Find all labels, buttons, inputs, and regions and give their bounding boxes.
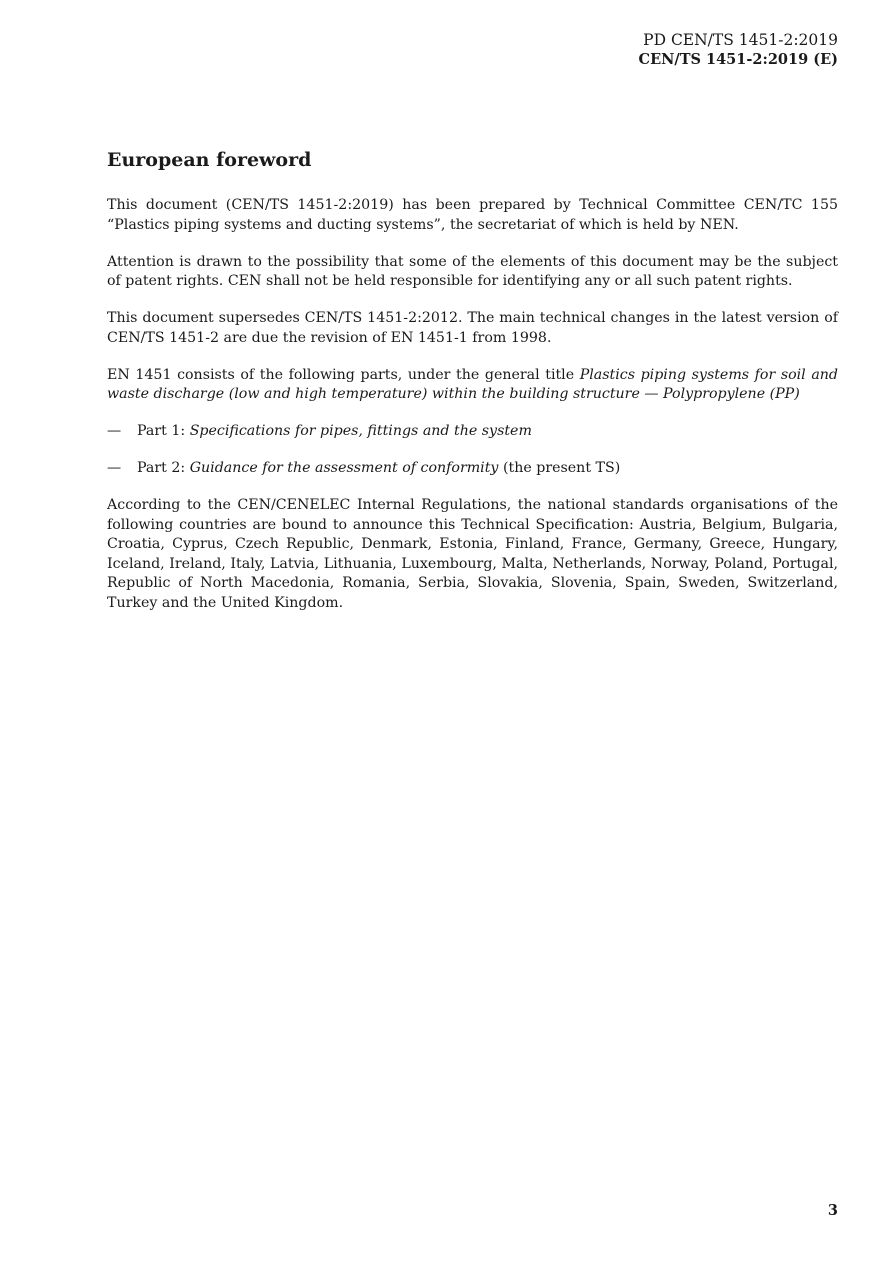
part-label: Part 2: xyxy=(137,460,190,476)
page-header xyxy=(639,30,838,70)
general-title: Plastics piping systems for soil and waste discharge (low and high temperature) within the building structure — Polypropylene (PP) xyxy=(107,366,838,402)
list-item-part-1 xyxy=(107,422,838,442)
header-standard-id-english: CEN/TS 1451-2:2019 (E) xyxy=(638,51,838,68)
parts-intro-text: EN 1451 consists of the following parts, under the general title xyxy=(107,366,580,383)
paragraph-patent-rights: Attention is drawn to the possibility that some of the elements of this document may be the subject of patent rights. CEN shall not be held responsible for identifying any or all such patent rights. xyxy=(107,253,838,289)
list-dash: — xyxy=(107,460,122,476)
paragraph-supersedes: This document supersedes CEN/TS 1451-2:2012. The main technical changes in the latest version of CEN/TS 1451-2 are due the revision of EN 1451-1 from 1998. xyxy=(107,310,838,346)
list-item-text xyxy=(137,459,620,479)
list-item-part-2 xyxy=(107,459,838,479)
paragraph-committee: This document (CEN/TS 1451-2:2019) has been prepared by Technical Committee CEN/TC 155 “Plastics piping systems and ducting systems”, the secretariat of which is held by NEN. xyxy=(107,197,838,233)
part-title: Guidance for the assessment of conformity xyxy=(189,460,499,476)
page-number: 3 xyxy=(827,1202,838,1219)
header-standard-id: PD CEN/TS 1451-2:2019 xyxy=(643,31,838,49)
foreword-content xyxy=(107,146,838,631)
part-suffix: (the present TS) xyxy=(498,460,621,476)
list-item-text xyxy=(137,422,532,442)
paragraph-parts-intro xyxy=(107,366,838,405)
list-dash: — xyxy=(107,423,122,439)
paragraph-national-standards: According to the CEN/CENELEC Internal Regulations, the national standards organisations of the following countries are bound to announce this Technical Specification: Austria, Belgium, Bulgaria, Croatia, Cyprus, Czech Republic, Denmark, Estonia, Finland, France, Germany, Greece, Hungary, Iceland, Ireland, Italy, Latvia, Lithuania, Luxembourg, Malta, Netherlands, Norway, Poland, Portugal, Republic of North Macedonia, Romania, Serbia, Slovakia, Slovenia, Spain, Sweden, Switzerland, Turkey and the United Kingdom. xyxy=(107,497,838,611)
part-title: Specifications for pipes, fittings and the system xyxy=(189,423,532,439)
part-label: Part 1: xyxy=(137,423,190,439)
section-title: European foreword xyxy=(107,149,312,171)
